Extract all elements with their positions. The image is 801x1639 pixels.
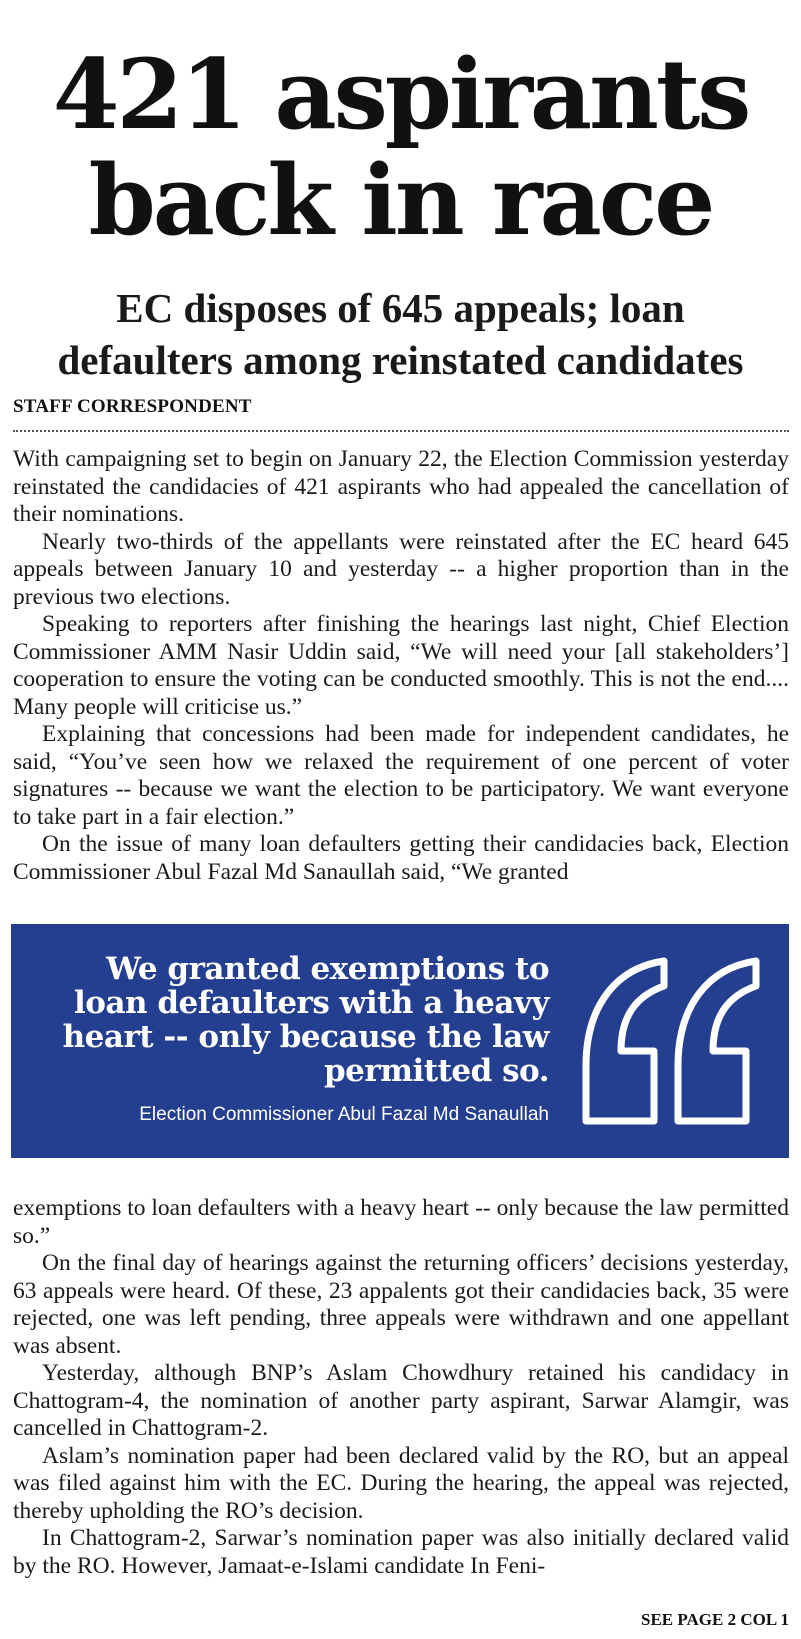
subheadline-line-1: EC disposes of 645 appeals; loan bbox=[116, 285, 685, 331]
byline: STAFF CORRESPONDENT bbox=[13, 396, 252, 417]
article-body-part-2 bbox=[13, 1195, 789, 1580]
pull-quote-box bbox=[11, 924, 789, 1158]
pull-quote-attribution: Election Commissioner Abul Fazal Md Sanaullah bbox=[139, 1104, 549, 1125]
headline bbox=[0, 38, 801, 257]
paragraph: exemptions to loan defaulters with a heavy heart -- only because the law permitted so.” bbox=[13, 1195, 789, 1249]
dotted-divider bbox=[13, 430, 789, 432]
continuation-reference[interactable]: SEE PAGE 2 COL 1 bbox=[641, 1610, 789, 1629]
subheadline-line-2: defaulters among reinstated candidates bbox=[57, 337, 744, 383]
paragraph: Aslam’s nomination paper had been declared valid by the RO, but an appeal was filed against him with the EC. During the hearing, the appeal was rejected, thereby upholding the RO’s decision. bbox=[13, 1442, 789, 1524]
paragraph: Speaking to reporters after finishing the hearings last night, Chief Election Commissioner AMM Nasir Uddin said, “We will need your [all stakeholders’] cooperation to ensure the voting can be conducted smoothly. This is not the end.... Many people will criticise us.” bbox=[13, 611, 789, 720]
article-body-part-1 bbox=[13, 446, 789, 886]
headline-line-1: 421 aspirants bbox=[52, 38, 749, 151]
paragraph: On the final day of hearings against the returning officers’ decisions yesterday, 63 appeals were heard. Of these, 23 appalents got their candidacies back, 35 were rejected, one was left pending, three appeals were withdrawn and one appellant was absent. bbox=[13, 1250, 789, 1359]
pull-quote-text: We granted exemptions to loan defaulters with a heavy heart -- only because the law permitted so. bbox=[62, 951, 549, 1089]
subheadline bbox=[0, 282, 801, 386]
paragraph: Nearly two-thirds of the appellants were reinstated after the EC heard 645 appeals between January 10 and yesterday -- a higher proportion than in the previous two elections. bbox=[13, 528, 789, 610]
quote-mark-icon bbox=[576, 956, 766, 1126]
paragraph: On the issue of many loan defaulters getting their candidacies back, Election Commissioner Abul Fazal Md Sanaullah said, “We granted bbox=[13, 831, 789, 885]
paragraph: Explaining that concessions had been made for independent candidates, he said, “You’ve seen how we relaxed the requirement of one percent of voter signatures -- because we want the election to be participatory. We want everyone to take part in a fair election.” bbox=[13, 721, 789, 830]
paragraph: Yesterday, although BNP’s Aslam Chowdhury retained his candidacy in Chattogram-4, the nomination of another party aspirant, Sarwar Alamgir, was cancelled in Chattogram-2. bbox=[13, 1360, 789, 1441]
paragraph: In Chattogram-2, Sarwar’s nomination paper was also initially declared valid by the RO. However, Jamaat-e-Islami candidate In Feni- bbox=[13, 1525, 789, 1579]
paragraph: With campaigning set to begin on January 22, the Election Commission yesterday reinstated the candidacies of 421 aspirants who had appealed the cancellation of their nominations. bbox=[13, 446, 789, 527]
headline-line-2: back in race bbox=[88, 144, 713, 257]
